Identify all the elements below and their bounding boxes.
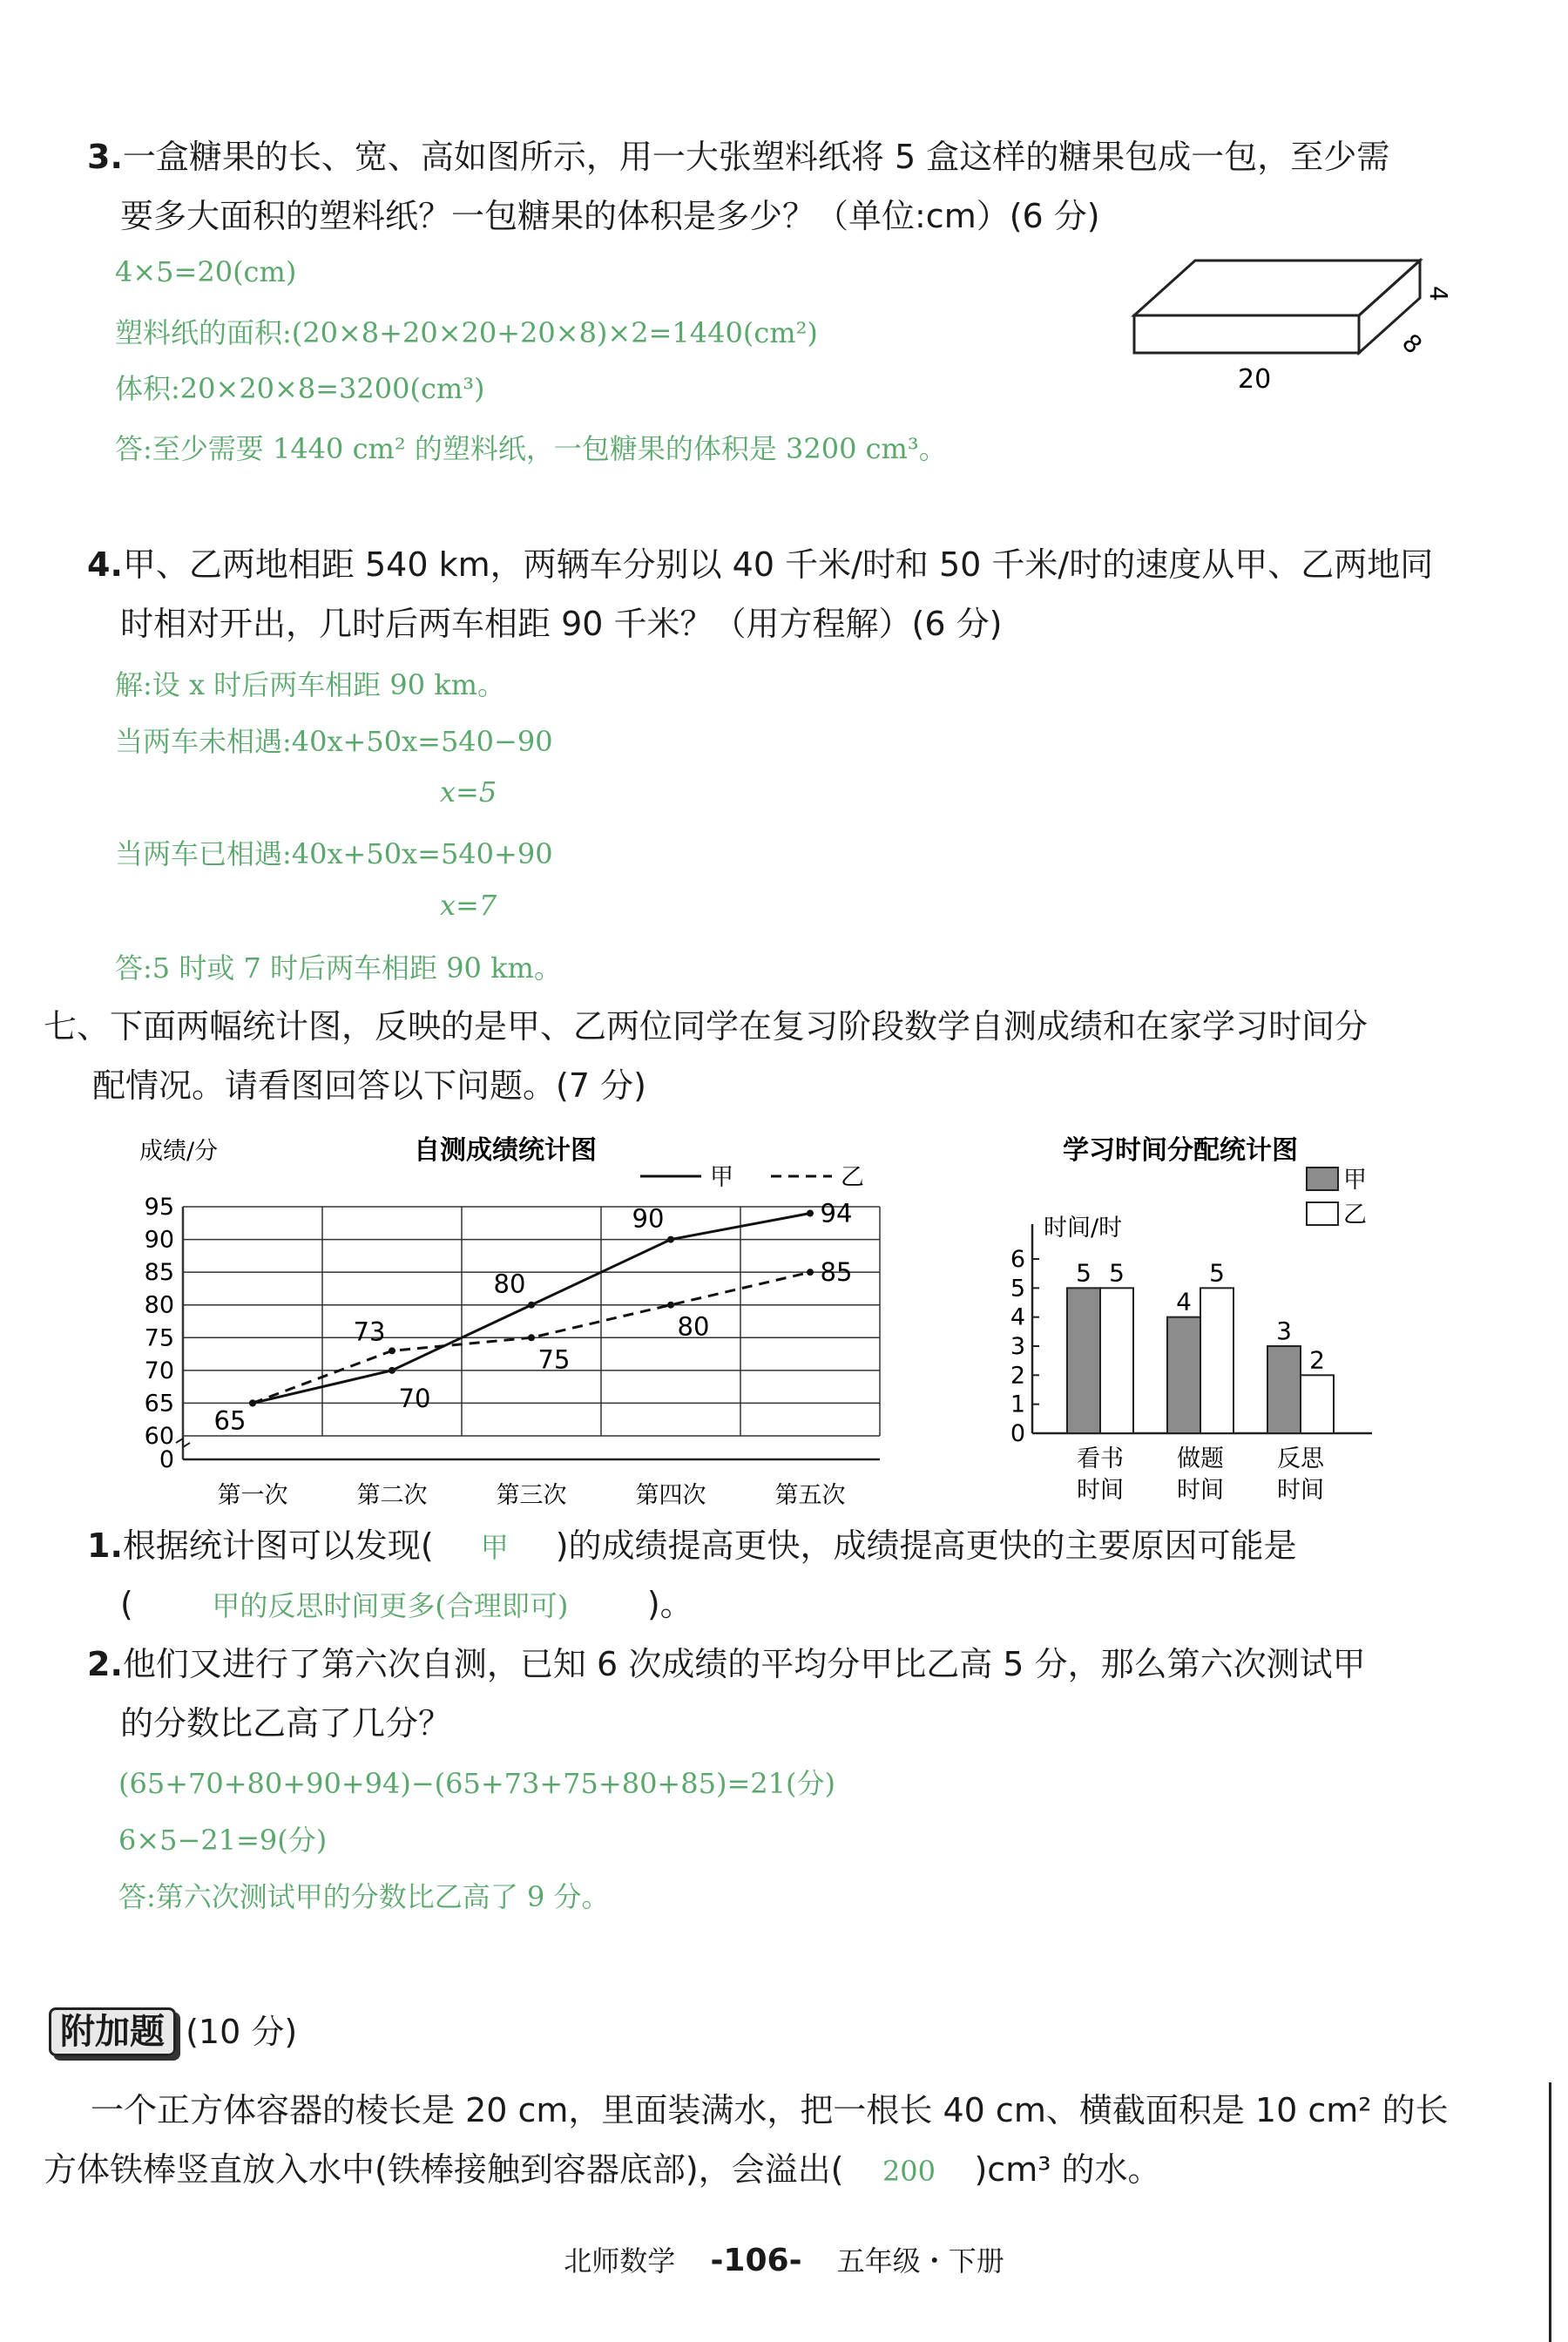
extra-blank: 200: [882, 2155, 936, 2188]
x-category-label: 时间: [1277, 1477, 1324, 1504]
q4-line2: 时相对开出，几时后两车相距 90 千米？（用方程解）(6 分): [120, 605, 1003, 643]
y-tick-label: 4: [1010, 1303, 1025, 1331]
y-tick-label: 0: [1010, 1420, 1025, 1447]
y-tick-label: 0: [159, 1446, 174, 1473]
axis-break-icon: [176, 1438, 190, 1447]
data-label: 65: [213, 1405, 247, 1436]
bar-value-label: 3: [1276, 1317, 1292, 1345]
bar-value-label: 5: [1209, 1258, 1225, 1288]
line-chart-grid: [176, 1207, 880, 1459]
q3-answer-3: 体积:20×20×8=3200(cm³): [115, 372, 485, 405]
x-category-label: 第五次: [774, 1482, 846, 1509]
q3-number: 3.: [87, 138, 123, 176]
line-chart-ylabel: 成绩/分: [139, 1138, 219, 1165]
q3-answer-4: 答:至少需要 1440 cm² 的塑料纸，一包糖果的体积是 3200 cm³。: [115, 432, 947, 465]
y-tick-label: 85: [144, 1259, 174, 1287]
data-label: 80: [493, 1269, 526, 1299]
q4-answer-1: 解:设 x 时后两车相距 90 km。: [115, 668, 505, 701]
legend-label: 甲: [710, 1164, 733, 1191]
box-width-label: 8: [1396, 328, 1428, 360]
s7-q2-answer-2: 6×5−21=9(分): [118, 1824, 328, 1857]
legend-label: 甲: [1343, 1167, 1367, 1194]
x-category-label: 第四次: [635, 1482, 706, 1509]
extra-badge: 附加题: [49, 2007, 176, 2056]
data-label: 75: [537, 1344, 571, 1375]
s7-line1: 七、下面两幅统计图，反映的是甲、乙两位同学在复习阶段数学自测成绩和在家学习时间分: [44, 1007, 1369, 1046]
q3-text1: 一盒糖果的长、宽、高如图所示，用一大张塑料纸将 5 盒这样的糖果包成一包，至少需: [122, 138, 1390, 176]
s7-q1-text-a: 根据统计图可以发现(: [122, 1526, 434, 1565]
y-tick-label: 65: [144, 1390, 174, 1418]
footer-page-number: -106-: [710, 2243, 802, 2278]
q4-answer-2: 当两车未相遇:40x+50x=540−90: [115, 725, 553, 758]
extra-text-b: )cm³ 的水。: [974, 2150, 1161, 2189]
extra-line2: [44, 2147, 1161, 2194]
line-chart-series: [214, 1199, 853, 1436]
q4-line1: [87, 542, 1433, 587]
s7-line2: 配情况。请看图回答以下问题。(7 分): [92, 1066, 646, 1105]
s7-q2-answer-3: 答:第六次测试甲的分数比乙高了 9 分。: [118, 1880, 610, 1913]
q4-number: 4.: [87, 545, 123, 584]
y-tick-label: 1: [1010, 1391, 1025, 1418]
data-point: [667, 1236, 674, 1243]
footer-book: 北师数学: [564, 2244, 676, 2278]
data-label: 94: [820, 1198, 853, 1229]
s7-q2-line2: 的分数比乙高了几分？: [120, 1704, 452, 1743]
s7-q2-line1: [87, 1641, 1366, 1687]
data-point: [807, 1210, 814, 1217]
extra-line1: 一个正方体容器的棱长是 20 cm，里面装满水，把一根长 40 cm、横截面积是 10 cm² 的长: [91, 2091, 1449, 2129]
data-point: [807, 1269, 814, 1276]
s7-q1-text-d: )。: [646, 1585, 693, 1623]
s7-q2-answer-1: (65+70+80+90+94)−(65+73+75+80+85)=21(分): [118, 1767, 835, 1800]
footer-grade: 五年级・下册: [836, 2244, 1004, 2278]
y-tick-label: 6: [1010, 1246, 1025, 1273]
y-tick-label: 60: [144, 1423, 174, 1450]
bar-jia: [1267, 1346, 1301, 1433]
data-label: 70: [398, 1383, 431, 1413]
legend-label: 乙: [841, 1164, 864, 1191]
line-chart: [122, 1120, 906, 1516]
x-category-label: 时间: [1177, 1477, 1224, 1504]
data-point: [389, 1347, 395, 1354]
x-category-label: 第三次: [496, 1482, 567, 1509]
bar-yi: [1100, 1288, 1133, 1433]
x-category-label: 第一次: [217, 1482, 288, 1509]
s7-q2-text1: 他们又进行了第六次自测，已知 6 次成绩的平均分甲比乙高 5 分，那么第六次测试甲: [122, 1645, 1366, 1683]
bar-chart: [984, 1120, 1394, 1516]
extra-points: (10 分): [186, 2013, 298, 2051]
s7-q2-number: 2.: [87, 1645, 123, 1683]
y-tick-label: 95: [144, 1194, 174, 1221]
s7-q1-number: 1.: [87, 1526, 123, 1565]
y-tick-label: 3: [1010, 1333, 1025, 1360]
x-category-label: 看书: [1077, 1445, 1124, 1472]
data-label: 90: [632, 1203, 665, 1234]
bar-chart-title: 学习时间分配统计图: [1063, 1135, 1298, 1166]
line-chart-yticks: [145, 1194, 174, 1473]
s7-q1-line2: [120, 1581, 693, 1628]
s7-q1-blank-1: 甲: [480, 1531, 509, 1564]
q4-text1: 甲、乙两地相距 540 km，两辆车分别以 40 千米/时和 50 千米/时的速度从甲、乙两地同: [122, 545, 1434, 584]
q4-answer-4: 当两车已相遇:40x+50x=540+90: [115, 837, 553, 870]
data-label: 73: [353, 1317, 386, 1347]
q3-line1: [87, 134, 1389, 179]
legend-swatch-yi: [1307, 1202, 1338, 1225]
box-length-label: 20: [1238, 364, 1272, 395]
q4-answer-5: x=7: [440, 889, 497, 922]
data-point: [389, 1367, 395, 1374]
bar-value-label: 4: [1176, 1287, 1192, 1317]
s7-q1-blank-2: 甲的反思时间更多(合理即可): [212, 1589, 569, 1622]
x-category-label: 第二次: [356, 1482, 428, 1509]
q4-answer-3: x=5: [440, 775, 497, 809]
s7-q1-text-b: )的成绩提高更快，成绩提高更快的主要原因可能是: [555, 1526, 1297, 1565]
bar-value-label: 5: [1076, 1258, 1092, 1288]
y-tick-label: 80: [144, 1291, 174, 1319]
bar-value-label: 5: [1109, 1258, 1125, 1288]
q3-answer-2: 塑料纸的面积:(20×8+20×20+20×8)×2=1440(cm²): [115, 316, 818, 349]
y-tick-label: 70: [144, 1357, 174, 1384]
data-label: 80: [677, 1311, 710, 1342]
data-point: [528, 1334, 535, 1341]
s7-q1-line1: [87, 1523, 1297, 1570]
bar-jia: [1167, 1317, 1200, 1433]
y-tick-label: 75: [144, 1324, 174, 1352]
bar-chart-legend: [1307, 1167, 1367, 1229]
data-point: [667, 1302, 674, 1309]
bar-jia: [1067, 1288, 1100, 1433]
bar-chart-categories: [1077, 1445, 1325, 1504]
data-point: [249, 1399, 256, 1406]
legend-label: 乙: [1343, 1201, 1367, 1229]
bar-chart-bars: [1067, 1258, 1334, 1433]
s7-q1-text-c: (: [120, 1585, 133, 1623]
extra-header: [49, 2004, 297, 2054]
candy-box-figure: [1124, 248, 1453, 405]
y-tick-label: 5: [1010, 1275, 1025, 1303]
data-point: [528, 1302, 535, 1309]
line-chart-categories: [218, 1482, 846, 1509]
x-category-label: 时间: [1077, 1477, 1124, 1504]
x-category-label: 做题: [1177, 1445, 1224, 1472]
x-category-label: 反思: [1277, 1445, 1324, 1472]
q3-line2: 要多大面积的塑料纸？一包糖果的体积是多少？（单位:cm）(6 分): [120, 197, 1100, 235]
y-tick-label: 90: [144, 1226, 174, 1254]
legend-swatch-jia: [1307, 1168, 1338, 1190]
q3-answer-1: 4×5=20(cm): [115, 255, 297, 288]
data-label: 85: [820, 1257, 853, 1288]
bar-value-label: 2: [1309, 1345, 1325, 1375]
bar-yi: [1301, 1375, 1334, 1433]
y-tick-label: 2: [1010, 1362, 1025, 1390]
line-chart-legend: [640, 1164, 864, 1191]
extra-text-a: 方体铁棒竖直放入水中(铁棒接触到容器底部)，会溢出(: [44, 2150, 844, 2189]
bar-yi: [1200, 1288, 1233, 1433]
q4-answer-6: 答:5 时或 7 时后两车相距 90 km。: [115, 951, 562, 985]
page-footer: [0, 2239, 1568, 2279]
bar-chart-ylabel: 时间/时: [1044, 1215, 1123, 1242]
page-edge-line: [1549, 2082, 1551, 2342]
box-height-label: 4: [1424, 286, 1453, 301]
line-chart-title: 自测成绩统计图: [414, 1135, 597, 1166]
